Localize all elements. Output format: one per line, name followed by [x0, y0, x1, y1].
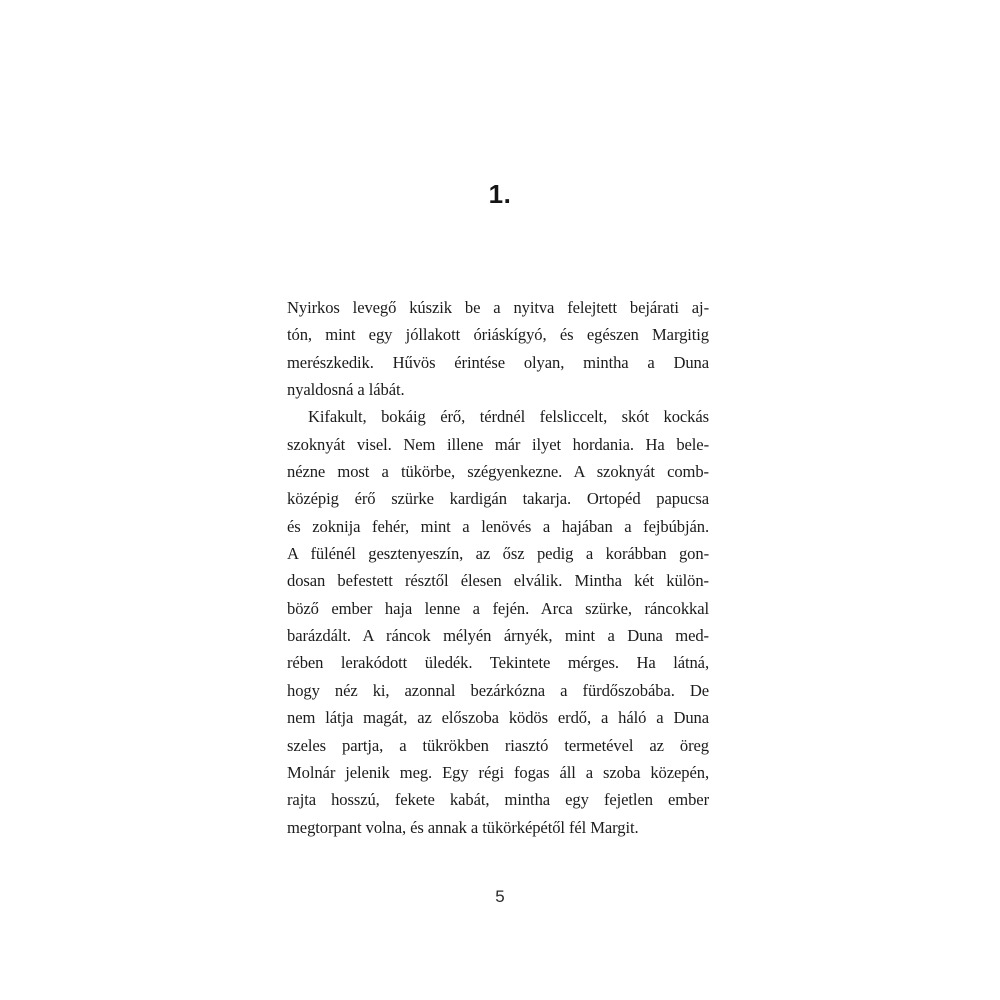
text-line: rajta hosszú, fekete kabát, mintha egy fejetlen ember [287, 790, 709, 810]
text-block [287, 294, 709, 841]
text-line: Nyirkos levegő kúszik be a nyitva felejtett bejárati aj- [287, 298, 709, 317]
text-line: barázdált. A ráncok mélyén árnyék, mint a Duna med- [287, 626, 709, 646]
text-line: nem látja magát, az előszoba ködös erdő, a háló a Duna [287, 708, 709, 728]
text-line: nyaldosná a lábát. [287, 380, 405, 400]
text-line: dosan befestett résztől élesen elválik. Mintha két külön- [287, 571, 709, 591]
text-line: rében lerakódott üledék. Tekintete mérges. Ha látná, [287, 653, 709, 673]
page-number: 5 [495, 887, 505, 906]
chapter-number: 1. [488, 179, 512, 209]
text-line: megtorpant volna, és annak a tükörképétől fél Margit. [287, 817, 639, 837]
text-line: A fülénél gesztenyeszín, az ősz pedig a korábban gon- [287, 544, 709, 564]
text-line: középig érő szürke kardigán takarja. Ortopéd papucsa [287, 489, 709, 509]
text-line: hogy néz ki, azonnal bezárkózna a fürdőszobába. De [287, 680, 709, 700]
text-line: Molnár jelenik meg. Egy régi fogas áll a szoba közepén, [287, 762, 709, 782]
text-line: tón, mint egy jóllakott óriáskígyó, és egészen Margitig [287, 325, 709, 345]
text-line: szoknyát visel. Nem illene már ilyet hordania. Ha bele- [287, 434, 709, 454]
text-line: nézne most a tükörbe, szégyenkezne. A szoknyát comb- [287, 462, 709, 482]
text-line: böző ember haja lenne a fején. Arca szürke, ráncokkal [287, 598, 709, 618]
text-line: és zoknija fehér, mint a lenövés a hajában a fejbúbján. [287, 516, 709, 536]
text-line: Kifakult, bokáig érő, térdnél felsliccelt, skót kockás [308, 407, 709, 427]
text-line: merészkedik. Hűvös érintése olyan, mintha a Duna [287, 352, 709, 372]
text-line: szeles partja, a tükrökben riasztó termetével az öreg [287, 735, 709, 755]
